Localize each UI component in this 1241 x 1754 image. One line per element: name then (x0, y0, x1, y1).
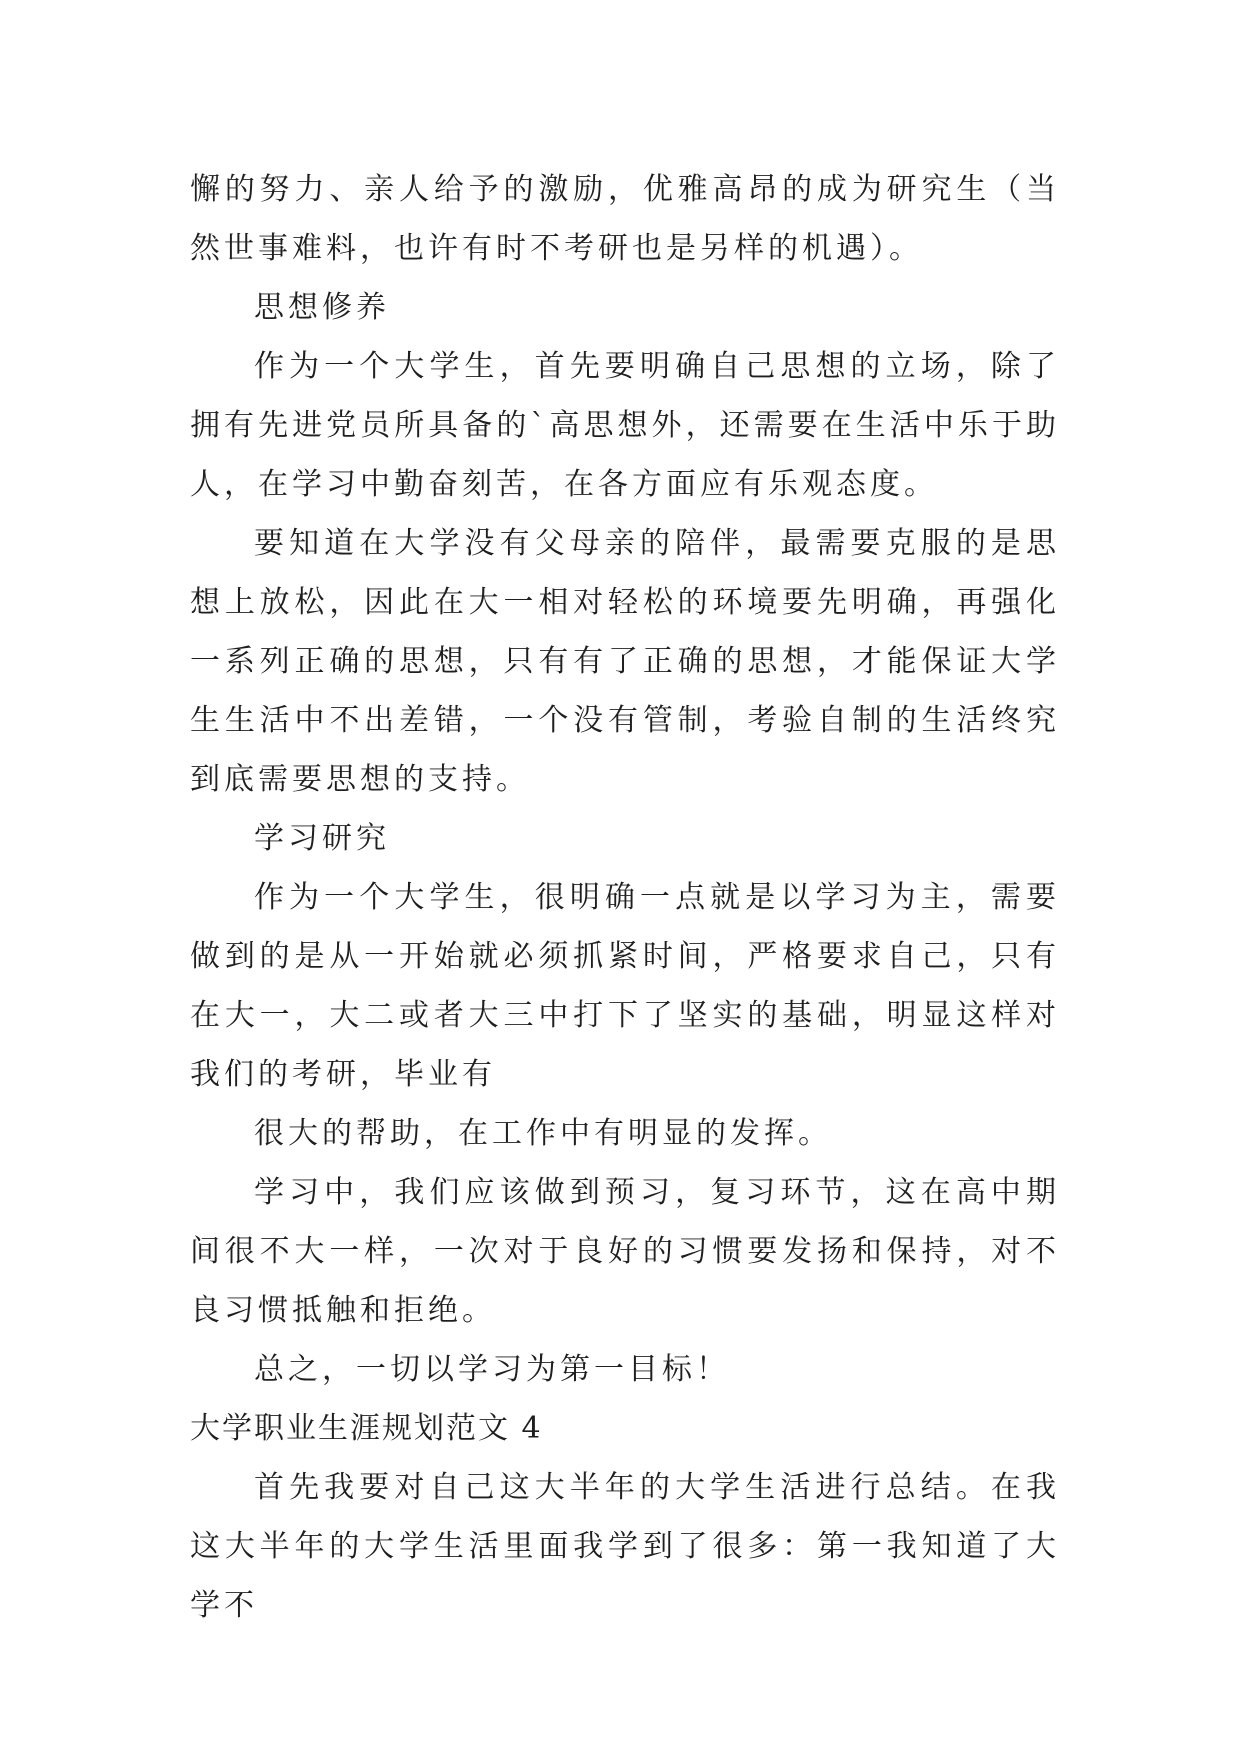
paragraph: 作为一个大学生，首先要明确自己思想的立场，除了拥有先进党员所具备的`高思想外，还需要在生活中乐于助人，在学习中勤奋刻苦，在各方面应有乐观态度。 (190, 349, 1060, 502)
paragraph: 学习中，我们应该做到预习，复习环节，这在高中期间很不大一样，一次对于良好的习惯要发扬和保持，对不良习惯抵触和拒绝。 (190, 1175, 1060, 1328)
paragraph: 要知道在大学没有父母亲的陪伴，最需要克服的是思想上放松，因此在大一相对轻松的环境要先明确，再强化一系列正确的思想，只有有了正确的思想，才能保证大学生生活中不出差错，一个没有管制，考验自制的生活终究到底需要思想的支持。 (190, 526, 1060, 797)
paragraph: 很大的帮助，在工作中有明显的发挥。 (254, 1116, 832, 1151)
document-body (190, 160, 1060, 1635)
paragraph: 首先我要对自己这大半年的大学生活进行总结。在我这大半年的大学生活里面我学到了很多：第一我知道了大学不 (190, 1470, 1060, 1623)
section-heading-thought: 思想修养 (254, 290, 390, 325)
continuation-paragraph: 懈的努力、亲人给予的激励，优雅高昂的成为研究生（当然世事难料，也许有时不考研也是另样的机遇）。 (190, 172, 1060, 266)
paragraph: 作为一个大学生，很明确一点就是以学习为主，需要做到的是从一开始就必须抓紧时间，严格要求自己，只有在大一，大二或者大三中打下了坚实的基础，明显这样对我们的考研，毕业有 (190, 880, 1060, 1092)
article-title: 大学职业生涯规划范文 4 (190, 1411, 543, 1446)
paragraph: 总之，一切以学习为第一目标！ (254, 1352, 730, 1387)
section-heading-study: 学习研究 (254, 821, 390, 856)
